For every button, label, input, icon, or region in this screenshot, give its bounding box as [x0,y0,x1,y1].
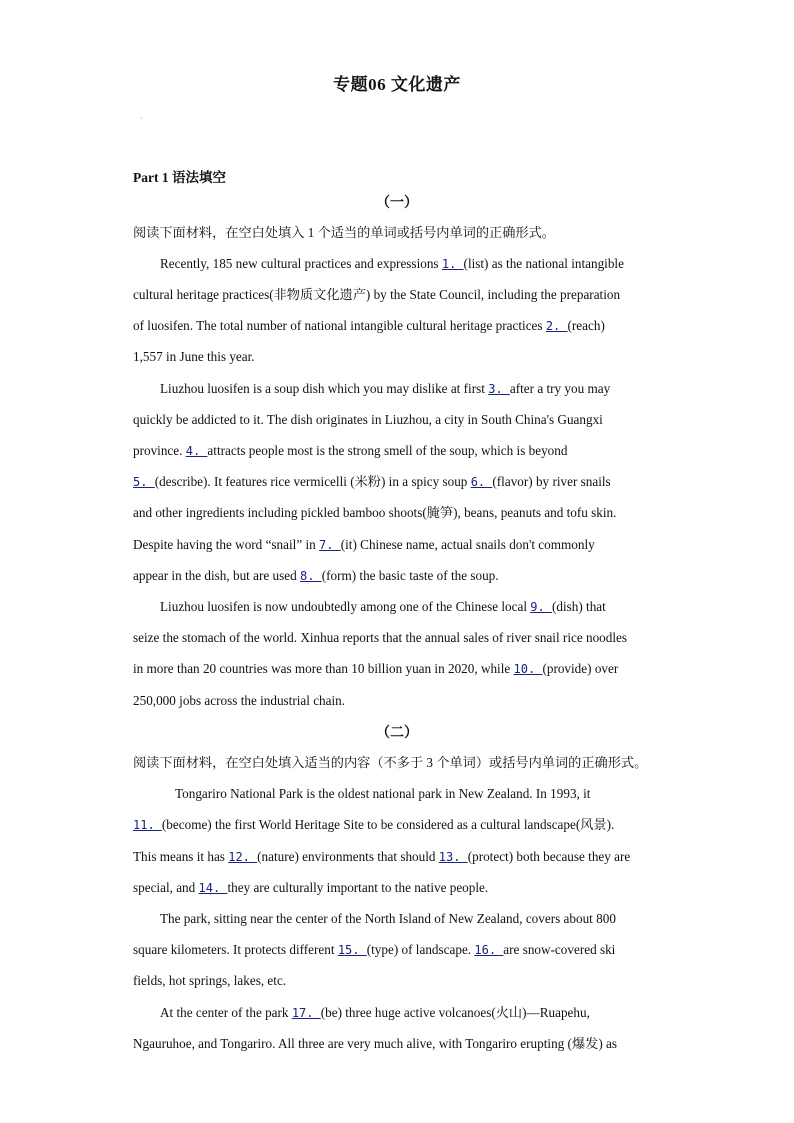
passage-line: 5. (describe). It features rice vermicelli (米粉) in a spicy soup 6. (flavor) by river snails [133,474,611,489]
blank-4[interactable]: 4. [185,444,208,458]
passage-line: Tongariro National Park is the oldest national park in New Zealand. In 1993, it [175,786,591,801]
passage-line: This means it has 12. (nature) environments that should 13. (protect) both because they are [133,849,631,864]
blank-12[interactable]: 12. [228,850,258,864]
blank-13[interactable]: 13. [438,850,468,864]
passage-line: and other ingredients including pickled bamboo shoots(腌笋), beans, peanuts and tofu skin. [133,505,617,520]
blank-17[interactable]: 17. [291,1006,321,1020]
blank-15[interactable]: 15. [337,943,367,957]
passage-line: cultural heritage practices(非物质文化遗产) by the State Council, including the preparation [133,287,621,302]
section-1-heading: （一） [376,196,418,211]
blank-5[interactable]: 5. [133,475,155,489]
section-2-instruction: 阅读下面材料，在空白处填入适当的内容（不多于 3 个单词）或括号内单词的正确形式。 [133,755,648,770]
blank-16[interactable]: 16. [474,943,504,957]
passage-line: quickly be addicted to it. The dish originates in Liuzhou, a city in South China's Guangxi [133,412,603,427]
passage-line: 250,000 jobs across the industrial chain. [133,693,346,708]
passage-line: special, and 14. they are culturally important to the native people. [133,880,489,895]
section-1-instruction: 阅读下面材料，在空白处填入 1 个适当的单词或括号内单词的正确形式。 [133,225,555,240]
blank-7[interactable]: 7. [319,538,341,552]
passage-line: Liuzhou luosifen is now undoubtedly among one of the Chinese local 9. (dish) that [160,599,606,614]
passage-line: Ngauruhoe, and Tongariro. All three are very much alive, with Tongariro erupting (爆发) as [133,1036,617,1051]
passage-line: province. 4. attracts people most is the strong smell of the soup, which is beyond [133,443,568,458]
passage-line: 1,557 in June this year. [133,349,255,364]
passage-line: Liuzhou luosifen is a soup dish which you may dislike at first 3. after a try you may [160,381,611,396]
stray-mark: · [140,113,143,123]
passage-line: of luosifen. The total number of national intangible cultural heritage practices 2. (reach) [133,318,605,333]
passage-line: square kilometers. It protects different 15. (type) of landscape. 16. are snow-covered ski [133,942,616,957]
blank-1[interactable]: 1. [441,257,464,271]
blank-6[interactable]: 6. [470,475,493,489]
passage-line: Despite having the word “snail” in 7. (it) Chinese name, actual snails don't commonly [133,537,595,552]
blank-10[interactable]: 10. [513,662,543,676]
passage-line: seize the stomach of the world. Xinhua reports that the annual sales of river snail rice noodles [133,630,628,645]
blank-11[interactable]: 11. [133,818,162,832]
blank-2[interactable]: 2. [545,319,568,333]
blank-8[interactable]: 8. [300,569,322,583]
passage-line: The park, sitting near the center of the North Island of New Zealand, covers about 800 [160,911,616,926]
page-title: 专题06 文化遗产 [333,75,461,94]
passage-line: fields, hot springs, lakes, etc. [133,973,287,988]
passage-line: 11. (become) the first World Heritage Site to be considered as a cultural landscape(风景). [133,817,615,832]
passage-line: Recently, 185 new cultural practices and expressions 1. (list) as the national intangible [160,256,624,271]
blank-14[interactable]: 14. [198,881,228,895]
passage-line: At the center of the park 17. (be) three huge active volcanoes(火山)—Ruapehu, [160,1005,590,1020]
blank-3[interactable]: 3. [488,382,510,396]
passage-line: in more than 20 countries was more than 10 billion yuan in 2020, while 10. (provide) over [133,661,619,676]
passage-line: appear in the dish, but are used 8. (form) the basic taste of the soup. [133,568,499,583]
section-2-heading: （二） [376,726,418,741]
blank-9[interactable]: 9. [530,600,552,614]
part-heading: Part 1 语法填空 [133,170,226,185]
